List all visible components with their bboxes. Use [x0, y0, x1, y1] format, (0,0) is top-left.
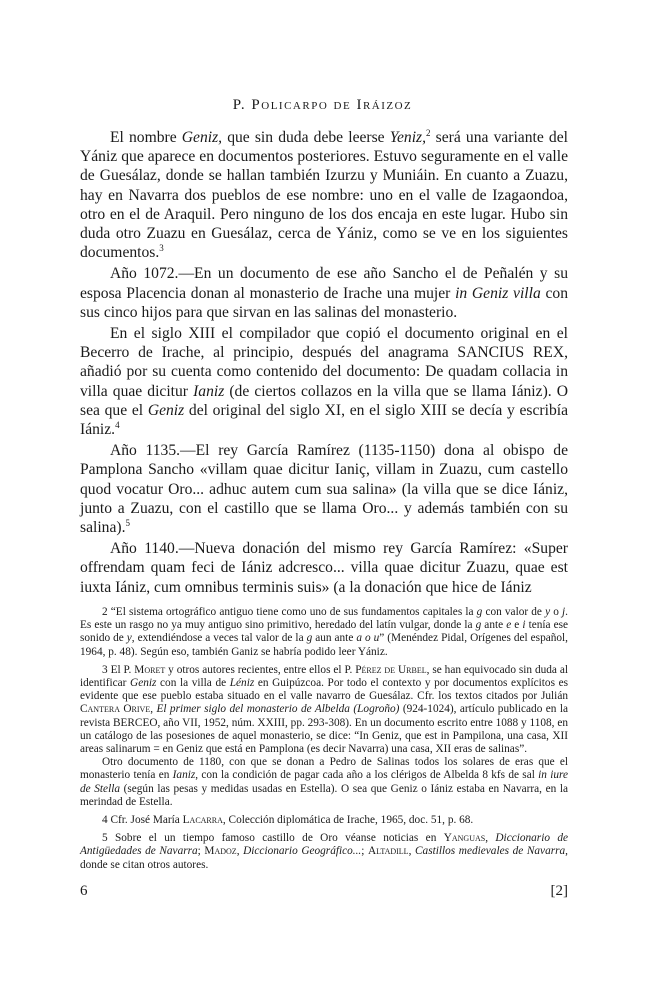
footnote — [80, 814, 568, 827]
text-run: Geniz, — [181, 129, 223, 146]
text-run: Yeniz, — [389, 129, 427, 146]
body-paragraph — [80, 128, 568, 262]
footnote-ref: 5 — [125, 518, 130, 529]
text-run: Altadill — [368, 845, 409, 858]
body-paragraph — [80, 539, 568, 597]
text-run: con sus cinco hijos para que sirvan en las salinas del monasterio. — [80, 284, 568, 321]
text-run: aun ante — [312, 632, 357, 645]
text-run: , Colección diplomática de Irache, 1965, doc. 51, p. 68. — [222, 814, 474, 827]
text-run: El nombre — [110, 129, 182, 146]
page-number: 6 — [80, 883, 88, 899]
text-run: in iure de Stella — [80, 769, 568, 795]
text-run: ; — [197, 845, 205, 858]
text-run: tenía ese sonido de — [80, 619, 569, 645]
text-run: , — [236, 845, 244, 858]
text-run: y — [545, 606, 551, 618]
text-run: Año 1140.—Nueva donación del mismo rey García Ramírez: «Super offrendam quam feci de Iániz adcresco... villa quae dicitur Zuazu, quae est iuxta Iániz, cum omnibus terminis suis» (a la donación que hice de Iániz — [80, 540, 568, 596]
text-run: g — [476, 606, 483, 618]
text-run: Diccionario de Antigüedades de Navarra — [80, 832, 568, 858]
text-run: y otros autores recientes, entre ellos el P. — [165, 663, 356, 676]
text-run: Yanguas — [443, 832, 486, 845]
text-run: Año 1135.—El rey García Ramírez (1135-1150) dona al obispo de Pamplona Sancho «villam quae dicitur Ianiç, villam in Zuazu, cum castello quod vocatur Oro... adhuc autem cum sua salina» (la villa que se dice Iániz, junto a Zuazu, con el castillo que se llama Oro... y además también con su salina). — [80, 442, 568, 537]
body-paragraph — [80, 264, 568, 322]
text-run: Geniz — [147, 401, 185, 419]
text-run: Cantera Orive — [80, 703, 151, 716]
footnote-ref: 4 — [115, 420, 120, 431]
text-run: que sin duda debe leerse — [222, 129, 390, 146]
text-run: Ianiz — [172, 769, 196, 782]
text-run: del original del siglo XI, en el siglo XIII se decía y escribía Iániz. — [80, 401, 568, 439]
footnote-ref: 3 — [159, 243, 164, 254]
text-run: . Es este un rasgo no ya muy antiguo sino primitivo, heredado del latín vulgar, donde la — [80, 606, 568, 632]
text-run: 4 Cfr. José María — [102, 814, 183, 827]
text-run: Moret — [134, 663, 166, 676]
footnote-ref: 2 — [426, 128, 431, 138]
text-run: e — [511, 619, 523, 632]
text-run: , se han equivocado sin duda al identificar — [80, 663, 569, 690]
body-text — [80, 128, 568, 597]
text-run: Lacarra — [182, 814, 223, 827]
text-run: g — [306, 632, 313, 645]
text-run: con valor de — [482, 606, 546, 618]
text-run: Otro documento de 1180, con que se donan a Pedro de Salinas todos los solares de eras que el monasterio tenía en — [80, 756, 568, 782]
footnote — [80, 664, 568, 756]
text-run: (según las pesas y medidas usadas en Estella). O sea que Geniz o Iániz estaba en Navarra, en la merindad de Estella. — [80, 782, 568, 808]
text-run: Ianiz — [193, 382, 225, 400]
text-run: y — [126, 632, 132, 645]
footnote — [80, 606, 568, 659]
text-run: El primer siglo del monasterio de Albelda (Logroño) — [156, 703, 400, 716]
footnote — [80, 756, 568, 809]
text-run: 3 El P. — [102, 663, 135, 676]
text-run: ” (Menéndez Pidal, Orígenes del español, 1964, p. 48). Según eso, también Ganiz se habría podido leer Yániz. — [80, 632, 568, 658]
text-run: Madoz — [204, 845, 237, 858]
text-run: Diccionario Geográfico... — [243, 845, 362, 858]
text-run: Castillos medievales de Navarra — [415, 845, 566, 858]
footnote — [80, 832, 568, 872]
text-run: a o u — [356, 632, 380, 645]
text-run: ante — [481, 619, 507, 632]
text-run: i — [522, 619, 526, 632]
header-surname: ráizoz — [362, 97, 413, 113]
footnotes — [80, 601, 568, 872]
text-run: Pérez de Urbel — [355, 663, 427, 676]
text-run: Léniz — [229, 677, 255, 690]
text-run: , — [485, 832, 496, 845]
text-run: g — [475, 619, 482, 632]
text-run: , — [150, 703, 157, 716]
text-run: ; — [361, 845, 369, 858]
body-paragraph — [80, 324, 568, 439]
text-run: Geniz — [130, 677, 157, 690]
text-run: con la villa de — [156, 677, 230, 690]
text-run: (924-1024), artículo publicado en la revista BERCEO, año VII, 1952, núm. XXIII, pp. 293-308). En un documento escrito entre 1088 y 1108, en un catálogo de las posesiones de aquel monasterio, se dice: “In Geniz, que est in Pampilona, una casa, XII areas salinarum = en Geniz que está en Pamplona (es decir Navarra) una casa, XII eras de salinas”. — [80, 703, 569, 756]
text-run: , con la condición de pagar cada año a los clérigos de Albelda 8 kfs de sal — [195, 769, 539, 782]
header-author-prefix: P. P — [232, 97, 262, 113]
issue-marker: [2] — [550, 883, 568, 899]
text-run: Año 1072.—En un documento de ese año Sancho el de Peñalén y su esposa Placencia donan al monasterio de Irache una mujer — [80, 265, 568, 302]
text-run: o — [550, 606, 563, 618]
body-paragraph — [80, 441, 568, 537]
header-author-name: olicarpo de — [261, 97, 357, 113]
text-run: en Guipúzcoa. Por todo el contexto y por documentos explícitos es evidente que ese pueblo estaba situado en el valle navarro de Guesálaz. Cfr. los textos citados por Julián — [80, 677, 569, 703]
text-run: será una variante del Yániz que aparece en documentos posteriores. Estuvo seguramente en el valle de Guesálaz, donde se hallan también Izurzu y Muniáin. En cuanto a Zuazu, hay en Navarra dos pueblos de ese nombre: uno en el valle de Izagaondoa, otro en el de Araquil. Pero ninguno de los dos encaja en este lugar. Hubo sin duda otro Zuazu en Guesálaz, cerca de Yániz, como se ve en los siguientes documentos. — [80, 129, 568, 262]
text-run: in Geniz villa — [455, 284, 541, 302]
text-run: , — [408, 845, 416, 858]
header-surname-initial: I — [356, 97, 363, 113]
text-run: e — [506, 619, 512, 632]
text-run: j — [562, 606, 566, 618]
running-header — [0, 97, 645, 114]
text-run: , donde se citan otros autores. — [80, 845, 568, 871]
text-run: 5 Sobre el un tiempo famoso castillo de Oro véanse noticias en — [102, 832, 444, 845]
text-run: , extendiéndose a veces tal valor de la — [131, 632, 307, 645]
text-run: En el siglo XIII el compilador que copió el documento original en el Becerro de Irache, al principio, después del anagrama SANCIUS REX, añadió por su cuenta como contenido del documento: De quadam collacia in villa quae dicitur — [80, 325, 568, 400]
text-run: (de ciertos collazos en la villa que se llama Iániz). O sea que el — [80, 382, 568, 419]
text-run: 2 “El sistema ortográfico antiguo tiene como uno de sus fundamentos capitales la — [102, 606, 477, 618]
